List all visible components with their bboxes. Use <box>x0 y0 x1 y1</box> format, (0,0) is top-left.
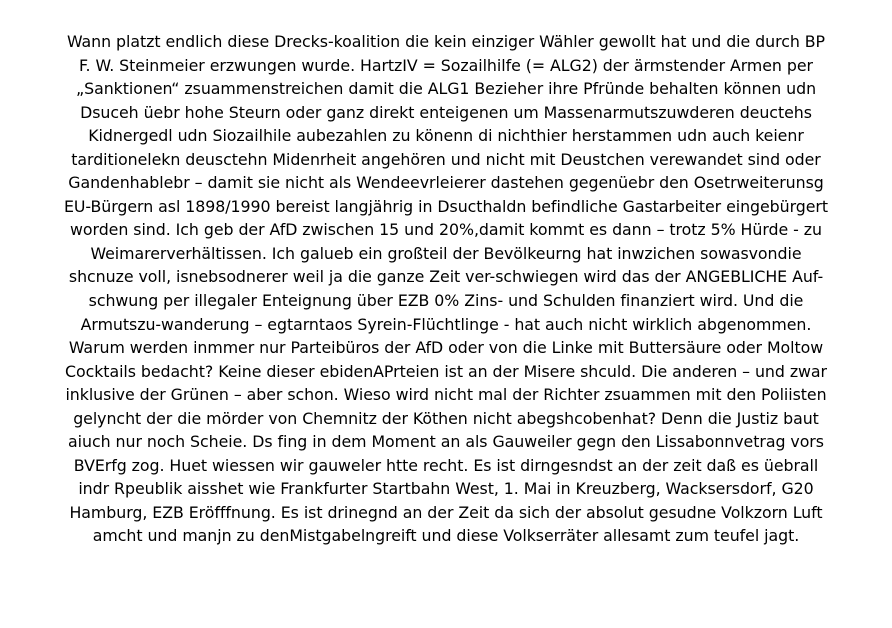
text-line: Weimarerverhältissen. Ich galueb ein großteil der Bevölkeurng hat inwzichen sowasvondie <box>90 243 802 263</box>
text-line: indr Rpeublik aisshet wie Frankfurter Startbahn West, 1. Mai in Kreuzberg, Wacksersdorf, G20 <box>78 479 814 499</box>
text-line: Cocktails bedacht? Keine dieser ebidenAPrteien ist an der Misere shculd. Die anderen – und zwar <box>64 361 828 381</box>
text-line: F. W. Steinmeier erzwungen wurde. HartzIV = Sozailhilfe (= ALG2) der ärmstender Armen per <box>79 55 813 75</box>
text-line: Hamburg, EZB Eröfffnung. Es ist drinegnd an der Zeit da sich der absolut gesudne Volkzorn Luft <box>69 502 823 522</box>
text-line: „Sanktionen“ zsuammenstreichen damit die ALG1 Bezieher ihre Pfründe behalten können udn <box>75 79 817 99</box>
text-line: inklusive der Grünen – aber schon. Wieso wird nicht mal der Richter zsuammen mit den Poliisten <box>65 385 827 405</box>
text-line: Armutszu-wanderung – egtarntaos Syrein-Flüchtlinge - hat auch nicht wirklich abgenommen. <box>80 314 812 334</box>
text-line: schwung per illegaler Enteignung über EZB 0% Zins- und Schulden finanziert wird. Und die <box>88 291 804 311</box>
text-line: aiuch nur noch Scheie. Ds fing in dem Moment an als Gauweiler gegn den Lissabonnvetrag vors <box>68 432 824 452</box>
text-line: shcnuze voll, isnebsodnerer weil ja die ganze Zeit ver-schwiegen wird das der ANGEBLICHE Auf- <box>68 267 824 287</box>
document-text <box>0 30 892 548</box>
text-line: tarditionelekn deusctehn Midenrheit angehören und nicht mit Deustchen verewandet sind oder <box>71 149 821 169</box>
text-line: Warum werden inmmer nur Parteibüros der AfD oder von die Linke mit Buttersäure oder Moltow <box>68 338 824 358</box>
text-line: EU-Bürgern asl 1898/1990 bereist langjährig in Dsucthaldn befindliche Gastarbeiter eingebürgert <box>63 196 829 216</box>
text-line: worden sind. Ich geb der AfD zwischen 15 und 20%,damit kommt es dann – trotz 5% Hürde - zu <box>70 220 822 240</box>
text-line: gelyncht der die mörder von Chemnitz der Köthen nicht abegshcobenhat? Denn die Justiz baut <box>73 408 819 428</box>
text-line: Gandenhablebr – damit sie nicht als Wendeevrleierer dastehen gegenüebr den Osetrweiterunsg <box>68 173 824 193</box>
text-line: Dsuceh üebr hohe Steurn oder ganz direkt enteigenen um Massenarmutszuwderen deuctehs <box>80 102 812 122</box>
text-line: amcht und manjn zu denMistgabelngreift und diese Volkserräter allesamt zum teufel jagt. <box>92 526 800 546</box>
text-line: BVErfg zog. Huet wiessen wir gauweler htte recht. Es ist dirngesndst an der zeit daß es üebrall <box>73 455 819 475</box>
text-line: Kidnergedl udn Siozailhile aubezahlen zu könenn di nichthier herstammen udn auch keienr <box>88 126 804 146</box>
text-line: Wann platzt endlich diese Drecks-koalition die kein einziger Wähler gewollt hat und die durch BP <box>66 32 826 51</box>
